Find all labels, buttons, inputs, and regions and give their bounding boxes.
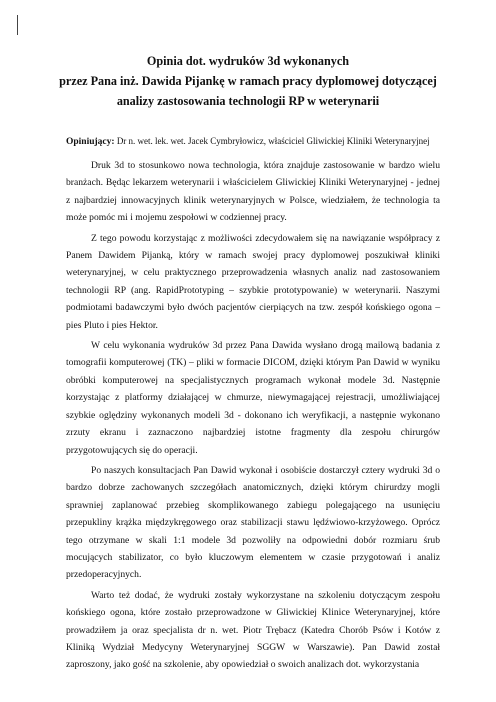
document-title-line-1: Opinia dot. wydruków 3d wykonanych [146,54,350,68]
reviewer-line [66,135,486,148]
document-body [66,157,440,677]
paragraph: Warto też dodać, że wydruki zostały wykorzystane na szkoleniu dotyczącym zespołu końskiego ogona, które zostało przeprowadzone w Gliwickiej Klinice Weterynaryjnej, które prowadziłem ja oraz specjalista dr n. wet. Piotr Trębacz (Katedra Chorób Psów i Kotów z Kliniką Wydział Medycyny Weterynaryjnej SGGW w Warszawie). Pan Dawid został zaproszony, jako gość na szkolenie, aby opowiedział o swoich analizach dot. wykorzystania [66,589,440,671]
reviewer-details: Dr n. wet. lek. wet. Jacek Cymbryłowicz, właściciel Gliwickiej Kliniki Weterynaryjnej [114,136,430,146]
paragraph: Druk 3d to stosunkowo nowa technologia, która znajduje zastosowanie w bardzo wielu branżach. Będąc lekarzem weterynarii i właścicielem Gliwickiej Kliniki Weterynaryjnej - jednej z najbardziej innowacyjnych klinik weterynaryjnych w Polsce, wiedziałem, że technologia ta może pomóc mi i mojemu zespołowi w codziennej pracy. [66,160,440,224]
paragraph: W celu wykonania wydruków 3d przez Pana Dawida wysłano drogą mailową badania z tomografii komputerowej (TK) – pliki w formacie DICOM, dzięki którym Pan Dawid w wyniku obróbki komputerowej na specjalistycznych programach wykonał modele 3d. Następnie korzystając z platformy działającej w chmurze, niewymagającej rejestracji, umożliwiającej szybkie oględziny wykonanych modeli 3d - dokonano ich weryfikacji, a następnie wykonano zrzuty ekranu i zaznaczono najbardziej istotne fragmenty dla zespołu chirurgów przygotowujących się do operacji. [66,340,440,456]
scan-margin-mark [17,15,18,35]
paragraph: Po naszych konsultacjach Pan Dawid wykonał i osobiście dostarczył cztery wydruki 3d o bardzo dobrze zachowanych szczegółach anatomicznych, dzięki którym chirurdzy mogli sprawniej zaplanować przebieg skomplikowanego zabiegu polegającego na usunięciu przepukliny krążka międzykręgowego oraz stabilizacji stawu lędźwiowo-krzyżowego. Oprócz tego otrzymane w skali 1:1 modele 3d pozwoliły na odpowiedni dobór rozmiaru śrub mocujących stabilizator, co było kluczowym elementem w czasie przygotowań i analiz przedoperacyjnych. [66,464,440,581]
document-title-line-3: analizy zastosowania technologii RP w weterynarii [116,94,380,108]
paragraph: Z tego powodu korzystając z możliwości zdecydowałem się na nawiązanie współpracy z Panem Dawidem Pijanką, który w ramach swojej pracy dyplomowej poszukiwał kliniki weterynaryjnej, w celu praktycznego przeprowadzenia własnych analiz nad zastosowaniem technologii RP (ang. RapidPrototyping – szybkie prototypowanie) w weterynarii. Naszymi podmiotami badawczymi było dwóch pacjentów cierpiących na tzw. zespół końskiego ogona – pies Pluto i pies Hektor. [66,232,440,331]
reviewer-label: Opiniujący: [66,137,115,147]
document-title-line-2: przez Pana inż. Dawida Pijankę w ramach pracy dyplomowej dotyczącej [59,74,437,88]
